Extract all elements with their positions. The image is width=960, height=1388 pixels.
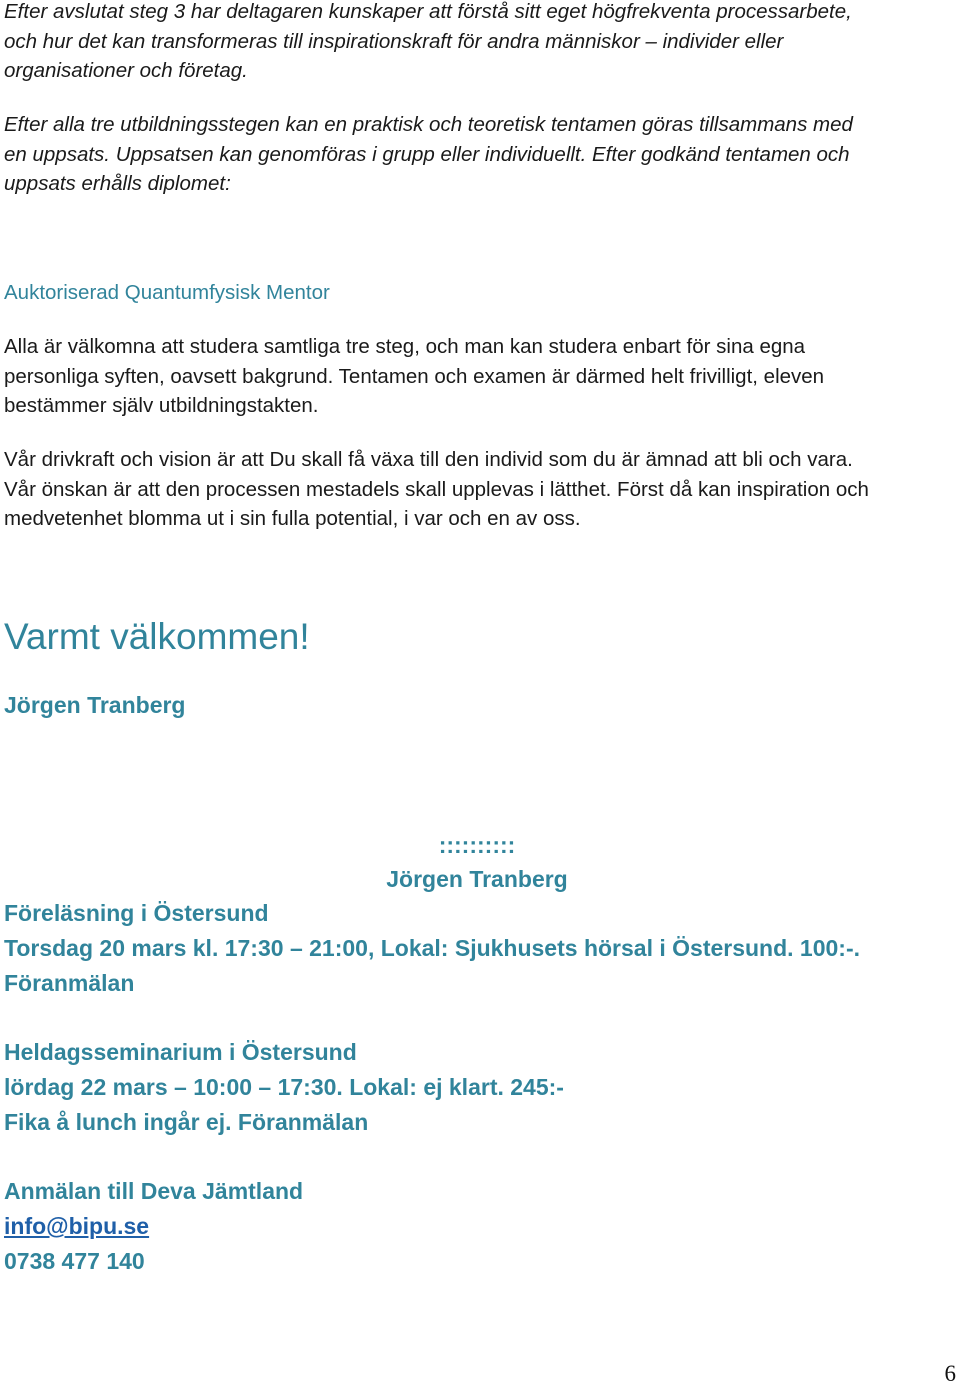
intro-line-3: organisationer och företag. [4,59,248,82]
exam-line-3: uppsats erhålls diplomet: [4,172,231,195]
exam-line-2: en uppsats. Uppsatsen kan genomföras i grupp eller individuellt. Efter godkänd tentamen och [4,142,850,166]
seminar-title: Heldagsseminarium i Östersund [4,1039,357,1065]
welcome-heading: Varmt välkommen! [4,616,310,657]
presenter-name: Jörgen Tranberg [386,866,568,892]
separator: :::::::::: [438,832,516,858]
welcome-line-2: personliga syften, oavsett bakgrund. Tentamen och examen är därmed helt frivilligt, eleven [4,364,825,388]
vision-line-3: medvetenhet blomma ut i sin fulla potential, i var och en av oss. [4,507,581,530]
page-number: 6 [944,1361,956,1386]
vision-line-2: Vår önskan är att den processen mestadels skall upplevas i lätthet. Först då kan inspiration och [4,477,869,501]
intro-line-1: Efter avslutat steg 3 har deltagaren kunskaper att förstå sitt eget högfrekventa processarbete, [4,0,852,23]
diploma-title: Auktoriserad Quantumfysisk Mentor [4,281,330,304]
welcome-line-3: bestämmer själv utbildningstakten. [4,394,319,417]
exam-line-1: Efter alla tre utbildningsstegen kan en praktisk och teoretisk tentamen göras tillsammans med [4,113,853,136]
contact-title: Anmälan till Deva Jämtland [4,1178,304,1204]
seminar-details: lördag 22 mars – 10:00 – 17:30. Lokal: ej klart. 245:- [4,1074,564,1100]
seminar-note: Fika å lunch ingår ej. Föranmälan [4,1109,369,1135]
contact-phone: 0738 477 140 [4,1248,145,1274]
lecture-title: Föreläsning i Östersund [4,900,269,926]
lecture-details: Torsdag 20 mars kl. 17:30 – 21:00, Lokal: Sjukhusets hörsal i Östersund. 100:-. [4,935,861,961]
vision-line-1: Vår drivkraft och vision är att Du skall få växa till den individ som du är ämnad att bli och vara. [4,448,853,471]
intro-line-2: och hur det kan transformeras till inspirationskraft för andra människor – individer eller [4,29,784,53]
signature: Jörgen Tranberg [4,692,186,718]
welcome-line-1: Alla är välkomna att studera samtliga tre steg, och man kan studera enbart för sina egna [4,335,806,358]
lecture-registration: Föranmälan [4,970,135,996]
contact-email-link[interactable]: info@bipu.se [4,1213,150,1239]
contact-email-line [4,1209,149,1244]
